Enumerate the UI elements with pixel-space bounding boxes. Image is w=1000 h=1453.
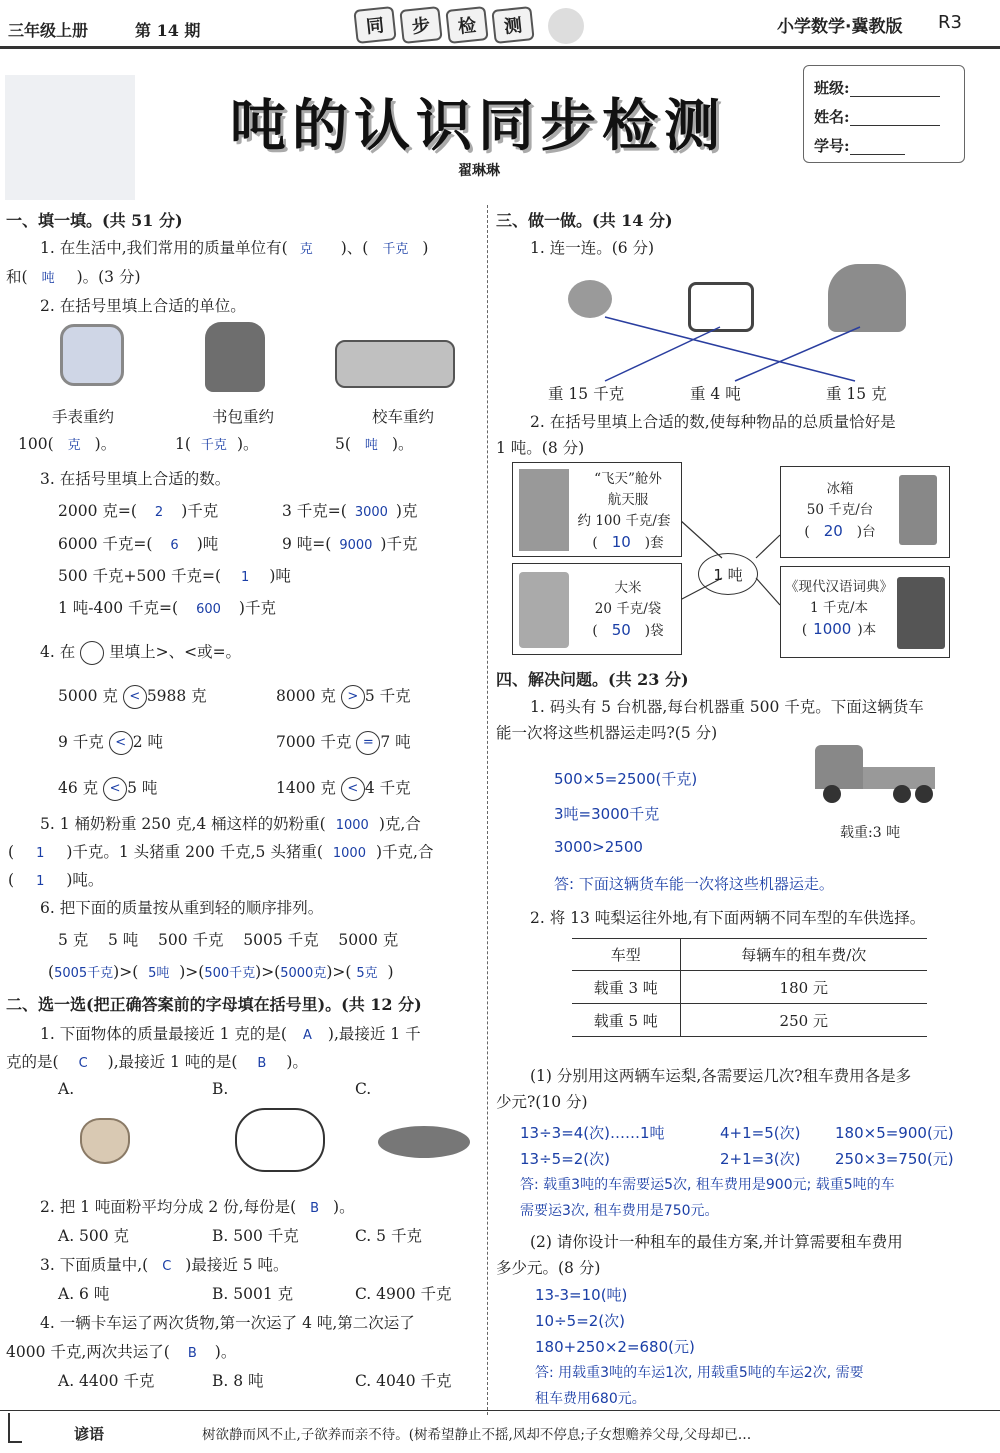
option: A. 4400 千克 <box>58 1372 155 1390</box>
s4-q2-2-line2: 多少元。(8 分) <box>496 1259 601 1277</box>
text: 大米 <box>614 580 642 596</box>
answer-line: 13÷3=4(次)……1吨 <box>520 1124 665 1142</box>
option: A. 6 吨 <box>58 1285 110 1303</box>
answer: 1000 <box>813 620 852 638</box>
option-label: A. <box>58 1080 75 1098</box>
s2-q4: 4. 一辆卡车运了两次货物,第一次运了 4 吨,第二次运了 <box>40 1314 415 1332</box>
q3-row <box>58 532 218 554</box>
label: 校车重约 <box>372 408 435 426</box>
text: )。(3 分) <box>76 268 141 286</box>
subject-label: 小学数学·冀教版 <box>777 17 903 37</box>
s1-q2-answer <box>175 432 259 454</box>
connector <box>756 578 780 605</box>
text: )克 <box>395 502 418 520</box>
text: ( <box>592 623 598 639</box>
answer-line: 180+250×2=680(元) <box>535 1338 695 1356</box>
table-header: 车型 <box>572 939 680 971</box>
text: )套 <box>644 535 664 551</box>
spacesuit-box <box>512 462 682 557</box>
text: )袋 <box>644 623 664 639</box>
s1-q2-answer <box>335 432 414 454</box>
text: 9 千克 <box>58 733 104 751</box>
answer: 5005千克 <box>54 966 114 981</box>
answer: > <box>341 685 365 709</box>
text: 5( <box>335 435 351 453</box>
section-3-title: 三、做一做。(共 14 分) <box>496 211 673 230</box>
answer: 3000 <box>354 505 388 520</box>
answer-line: 4+1=5(次) <box>720 1124 801 1142</box>
grade-label: 三年级上册 <box>8 21 89 40</box>
s4-q2: 2. 将 13 吨梨运往外地,有下面两辆不同车型的车供选择。 <box>530 909 926 927</box>
name-field[interactable] <box>850 110 940 126</box>
text: 1. 下面物体的质量最接近 1 克的是( <box>40 1025 287 1043</box>
bus-image <box>335 340 455 388</box>
answer: 600 <box>196 602 221 617</box>
footer-text: 树欲静而风不止,子欲养而亲不待。(树希望静止不摇,风却不停息;子女想赡养父母,父母却已… <box>202 1427 752 1443</box>
answer-line: 500×5=2500(千克) <box>554 770 698 788</box>
text: 1 千克/本 <box>810 600 868 616</box>
banner-char: 测 <box>491 6 534 44</box>
answer-line: 180×5=900(元) <box>835 1124 954 1142</box>
answer-line: 答: 载重3吨的车需要运5次, 租车费用是900元; 载重5吨的车 <box>520 1177 895 1193</box>
answer: 1000 <box>335 818 369 833</box>
text: ( <box>804 524 810 540</box>
text: ( <box>801 622 808 638</box>
truck-label: 载重:3 吨 <box>840 825 901 841</box>
text: 500 千克+500 千克=( <box>58 567 222 585</box>
s1-q2-answer <box>18 432 116 454</box>
option: B. 500 千克 <box>212 1227 299 1245</box>
center-node: 1 吨 <box>698 553 758 595</box>
answer: 9000 <box>339 538 373 553</box>
answer: 5克 <box>356 966 378 981</box>
answer: 千克 <box>382 242 409 257</box>
q4-row <box>276 776 411 801</box>
page-title: 吨的认识同步检测 <box>230 93 726 159</box>
s1-q3: 3. 在括号里填上合适的数。 <box>40 470 231 488</box>
class-label: 班级: <box>814 79 850 97</box>
answer: 6 <box>170 538 179 553</box>
q4-row <box>276 730 411 755</box>
answer: 千克 <box>200 438 227 453</box>
rice-image <box>519 572 569 648</box>
text: 5005 千克 <box>243 931 319 949</box>
answer: = <box>356 731 380 755</box>
fridge-image <box>899 475 937 545</box>
text: 4. 在 <box>40 643 76 661</box>
text: 1 吨-400 千克=( <box>58 599 179 617</box>
q4-row <box>58 730 163 755</box>
table-header: 每辆车的租车费/次 <box>741 946 867 964</box>
text: 8000 克 <box>276 687 336 705</box>
section-4-title: 四、解决问题。(共 23 分) <box>496 670 689 689</box>
q3-row <box>58 564 291 586</box>
answer-line: 3吨=3000千克 <box>554 805 660 823</box>
text: 和( <box>6 268 28 286</box>
s1-q1-line2 <box>6 265 141 287</box>
fish-image <box>378 1126 470 1158</box>
answer: A <box>302 1028 312 1043</box>
text: )千克 <box>238 599 276 617</box>
table-cell: 180 元 <box>779 978 828 997</box>
s1-q6: 6. 把下面的质量按从重到轻的顺序排列。 <box>40 899 324 917</box>
text: 7 吨 <box>380 733 411 751</box>
text: 克的是( <box>6 1053 59 1071</box>
cow-image <box>235 1108 325 1172</box>
q6-items <box>58 928 398 950</box>
q6-answer: (5005千克)>( 5吨 )>(500千克)>(5000克)>( 5克 ) <box>48 963 394 981</box>
table-row <box>572 971 927 1004</box>
answer: C <box>78 1056 88 1071</box>
text: 1400 克 <box>276 779 336 797</box>
text: 3 千克=( <box>282 502 347 520</box>
text: )千克。1 头猪重 200 千克,5 头猪重( <box>66 843 323 861</box>
q4-row <box>276 684 411 709</box>
option: C. 5 千克 <box>355 1227 422 1245</box>
text: 冰箱 <box>826 481 854 497</box>
text: 5 克 <box>58 931 89 949</box>
text: )千克 <box>181 502 219 520</box>
connector <box>680 520 722 558</box>
text: )。 <box>236 435 259 453</box>
dictionary-image <box>897 577 945 649</box>
label: 手表重约 <box>52 408 115 426</box>
answer: 500千克 <box>204 966 256 981</box>
answer: 10 <box>611 533 631 551</box>
answer: 1 <box>241 570 250 585</box>
text: 5000 克 <box>338 931 399 949</box>
watch-image <box>60 324 124 386</box>
text: 5 吨 <box>108 931 139 949</box>
answer-line: 13÷5=2(次) <box>520 1150 611 1168</box>
option: C. 4040 千克 <box>355 1372 452 1390</box>
matching-lines <box>560 315 890 385</box>
s2-q3 <box>40 1253 289 1275</box>
text: 100( <box>18 435 54 453</box>
photo-placeholder <box>5 75 135 200</box>
page-code: R3 <box>938 12 962 33</box>
weight-label: 重 4 吨 <box>690 385 741 403</box>
text: )。 <box>286 1053 308 1071</box>
text: 50 千克/台 <box>806 502 874 518</box>
answer: < <box>103 777 127 801</box>
text: 500 千克 <box>158 931 224 949</box>
answer-line: 13-3=10(吨) <box>535 1286 628 1304</box>
name-label: 姓名: <box>814 108 850 126</box>
issue-label: 第 14 期 <box>135 21 201 40</box>
s4-q2-1: (1) 分别用这两辆车运梨,各需要运几次?租车费用各是多 <box>530 1067 912 1085</box>
text: 20 千克/袋 <box>594 601 662 617</box>
text: )。 <box>94 435 117 453</box>
text: 《现代汉语词典》 <box>785 579 893 595</box>
answer: 吨 <box>41 271 55 286</box>
option: B. 5001 克 <box>212 1285 294 1303</box>
connector <box>756 535 780 558</box>
text: )吨 <box>269 567 291 585</box>
circle-icon <box>80 641 104 665</box>
q4-row <box>58 776 157 801</box>
s1-q2: 2. 在括号里填上合适的单位。 <box>40 297 246 315</box>
text: )千克 <box>380 535 418 553</box>
mascot-icon <box>548 8 584 44</box>
s3-q2-line2: 1 吨。(8 分) <box>496 439 585 457</box>
s1-q5-line2 <box>8 840 433 862</box>
text: )。 <box>214 1343 237 1361</box>
text: 46 克 <box>58 779 99 797</box>
text: )本 <box>857 622 877 638</box>
class-field[interactable] <box>850 81 940 97</box>
text: ),最接近 1 千 <box>327 1025 421 1043</box>
footer <box>0 1410 1000 1453</box>
text: )吨。 <box>66 871 104 889</box>
student-info-box <box>803 65 965 163</box>
answer: < <box>109 731 133 755</box>
answer: 5000克 <box>280 966 327 981</box>
author: 翟琳琳 <box>458 163 500 179</box>
answer: 克 <box>299 242 313 257</box>
text: 4 千克 <box>364 779 411 797</box>
text: ( <box>8 843 15 861</box>
s4-q1: 1. 码头有 5 台机器,每台机器重 500 千克。下面这辆货车 <box>530 698 924 716</box>
text: 2. 把 1 吨面粉平均分成 2 份,每份是( <box>40 1198 297 1216</box>
text: )。 <box>391 435 414 453</box>
s4-q2-2: (2) 请你设计一种租车的最佳方案,并计算需要租车费用 <box>530 1233 903 1251</box>
text: 7000 千克 <box>276 733 352 751</box>
q4-row <box>58 684 207 709</box>
banner-char: 同 <box>353 6 396 44</box>
rice-box <box>512 563 682 655</box>
q3-row <box>58 596 276 618</box>
answer-line: 2+1=3(次) <box>720 1150 801 1168</box>
s4-q2-1-line2: 少元?(10 分) <box>496 1093 588 1111</box>
text: )克,合 <box>378 815 421 833</box>
text: 里填上>、<或=。 <box>109 643 242 661</box>
text: )千克,合 <box>375 843 434 861</box>
text: 5000 克 <box>58 687 118 705</box>
text: 5 吨 <box>127 779 158 797</box>
answer: 吨 <box>364 438 378 453</box>
table-row <box>572 1004 927 1037</box>
text: 约 100 千克/套 <box>577 513 671 529</box>
option-label: C. <box>355 1080 372 1098</box>
s4-q1-line2: 能一次将这些机器运走吗?(5 分) <box>496 724 718 742</box>
s2-q1 <box>40 1022 421 1044</box>
match-line <box>605 317 855 381</box>
text: ) <box>422 239 429 257</box>
truck-image <box>815 745 935 803</box>
text: 6000 千克=( <box>58 535 153 553</box>
q3-row <box>282 532 417 554</box>
text: )吨 <box>196 535 219 553</box>
text: )台 <box>856 524 876 540</box>
id-label: 学号: <box>814 137 850 155</box>
text: 3. 下面质量中,( <box>40 1256 149 1274</box>
answer-line: 10÷5=2(次) <box>535 1312 626 1330</box>
text: 5988 克 <box>146 687 207 705</box>
table-cell: 250 元 <box>779 1011 828 1030</box>
option: C. 4900 千克 <box>355 1285 452 1303</box>
column-divider <box>487 205 488 1415</box>
footer-label: 谚语 <box>74 1425 105 1443</box>
answer-line: 答: 用载重3吨的车运1次, 用载重5吨的车运2次, 需要 <box>535 1365 864 1381</box>
section-1-title: 一、填一填。(共 51 分) <box>6 211 183 230</box>
spacesuit-image <box>519 469 569 551</box>
answer: 1 <box>36 846 45 861</box>
text: 1( <box>175 435 191 453</box>
candy-image <box>568 280 612 318</box>
text: )、( <box>340 239 369 257</box>
answer: B <box>257 1056 267 1071</box>
s1-q4 <box>40 640 241 665</box>
header-rule <box>0 46 1000 49</box>
section-2-title: 二、选一选(把正确答案前的字母填在括号里)。(共 12 分) <box>6 995 422 1014</box>
text: 航天服 <box>607 492 649 508</box>
s2-q1-line2 <box>6 1050 308 1072</box>
q3-row <box>282 499 417 521</box>
banner-char: 步 <box>399 6 442 44</box>
text: 5. 1 桶奶粉重 250 克,4 桶这样的奶粉重( <box>40 815 326 833</box>
table-cell: 载重 3 吨 <box>572 971 680 1004</box>
answer-line: 答: 下面这辆货车能一次将这些机器运走。 <box>554 875 834 893</box>
dictionary-box <box>780 566 950 658</box>
weight-label: 重 15 千克 <box>548 385 625 403</box>
rental-table <box>572 938 927 1037</box>
answer: 2 <box>154 505 164 520</box>
option: B. 8 吨 <box>212 1372 264 1390</box>
option-label: B. <box>212 1080 229 1098</box>
text: 2000 克=( <box>58 502 137 520</box>
footer-bracket-icon <box>8 1413 22 1443</box>
match-line <box>605 327 720 381</box>
label: 书包重约 <box>212 408 275 426</box>
s3-q2: 2. 在括号里填上合适的数,使每种物品的总质量恰好是 <box>530 413 896 431</box>
answer-line: 租车费用680元。 <box>535 1391 646 1407</box>
text: 9 吨=( <box>282 535 332 553</box>
answer: C <box>162 1259 172 1274</box>
answer: 克 <box>67 438 81 453</box>
backpack-image <box>205 322 265 392</box>
text: 2 吨 <box>132 733 164 751</box>
s2-q4-line2 <box>6 1340 236 1362</box>
answer: < <box>123 685 147 709</box>
text: 4000 千克,两次共运了( <box>6 1343 170 1361</box>
s2-q2 <box>40 1195 355 1217</box>
match-line <box>735 327 860 381</box>
answer-line: 3000>2500 <box>554 838 643 856</box>
text: ( <box>8 871 15 889</box>
option: A. 500 克 <box>58 1227 130 1245</box>
s1-q5-line3 <box>8 868 103 890</box>
fridge-box <box>780 466 950 558</box>
answer: < <box>341 777 365 801</box>
weight-label: 重 15 克 <box>826 385 887 403</box>
answer: 1 <box>36 874 45 889</box>
banner <box>355 8 555 48</box>
s1-q1 <box>40 236 428 258</box>
text: ),最接近 1 吨的是( <box>107 1053 238 1071</box>
text: 5 千克 <box>364 687 411 705</box>
answer: 1000 <box>332 846 366 861</box>
button-image <box>80 1118 130 1164</box>
id-field[interactable] <box>850 139 905 155</box>
answer-line: 需要运3次, 租车费用是750元。 <box>520 1203 719 1219</box>
text: )最接近 5 吨。 <box>185 1256 289 1274</box>
table-cell: 载重 5 吨 <box>572 1004 680 1037</box>
answer: B <box>187 1346 197 1361</box>
answer: 20 <box>823 522 843 540</box>
answer: 5吨 <box>148 966 170 981</box>
text: ( <box>592 535 598 551</box>
answer-line: 250×3=750(元) <box>835 1150 954 1168</box>
q3-row <box>58 499 218 521</box>
s3-q1: 1. 连一连。(6 分) <box>530 239 655 257</box>
text: )。 <box>333 1198 355 1216</box>
text: “飞天”舱外 <box>594 471 662 487</box>
answer: 50 <box>611 621 631 639</box>
text: 1. 在生活中,我们常用的质量单位有( <box>40 239 288 257</box>
s1-q5 <box>40 812 421 834</box>
banner-char: 检 <box>445 6 488 44</box>
answer: B <box>310 1201 320 1216</box>
